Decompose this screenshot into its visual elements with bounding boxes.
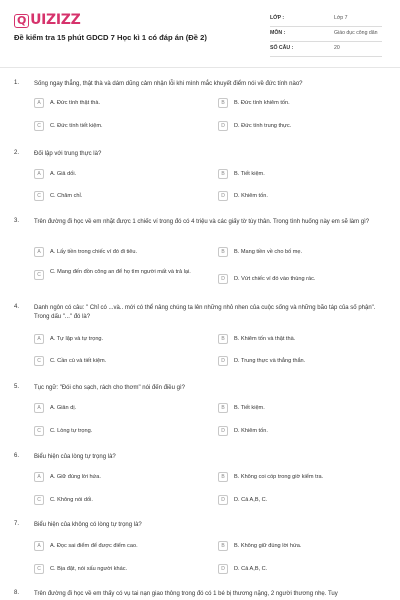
meta-key: SỐ CÂU : bbox=[270, 45, 294, 51]
option-letter-box: A bbox=[34, 472, 44, 482]
option-text: A. Giữ đúng lời hứa. bbox=[50, 474, 101, 480]
question-text: Tục ngữ: "Đói cho sạch, rách cho thơm" nói đến điều gì? bbox=[34, 385, 185, 391]
question-number: 4. bbox=[14, 304, 20, 310]
option-letter-box: C bbox=[34, 191, 44, 201]
question-number: 8. bbox=[14, 590, 20, 596]
option-text: D. Đức tính trung thực. bbox=[234, 123, 292, 129]
option-letter-box: A bbox=[34, 541, 44, 551]
question-text: Sống ngay thẳng, thật thà và dám dũng cảm nhận lỗi khi mình mắc khuyết điểm nói về đức tính nào? bbox=[34, 81, 303, 87]
question-number: 1. bbox=[14, 80, 20, 86]
option-text: D. Cả A,B, C. bbox=[234, 566, 268, 572]
option-letter-box: A bbox=[34, 334, 44, 344]
option-letter-box: C bbox=[34, 564, 44, 574]
meta-value: Giáo dục công dân bbox=[334, 30, 378, 36]
meta-row-grade bbox=[270, 12, 382, 27]
option-text: B. Không giữ đúng lời hứa. bbox=[234, 543, 302, 549]
option-text: C. Bịa đặt, nói xấu người khác. bbox=[50, 566, 128, 572]
logo-q-mark: Q bbox=[14, 14, 29, 28]
option-text: B. Đức tính khiêm tốn. bbox=[234, 100, 290, 106]
option-letter-box: A bbox=[34, 403, 44, 413]
option-letter-box: A bbox=[34, 169, 44, 179]
meta-table bbox=[270, 12, 382, 57]
option-letter-box: C bbox=[34, 495, 44, 505]
option-letter-box: D bbox=[218, 121, 228, 131]
question-text: Trên đường đi học về em nhặt được 1 chiếc ví trong đó có 4 triệu và các giấy tờ tùy thân. Trong tình huống này em sẽ làm gì? bbox=[34, 219, 370, 225]
option-letter-box: B bbox=[218, 98, 228, 108]
option-text: C. Lòng tự trọng. bbox=[50, 428, 93, 434]
question-text: Danh ngôn có câu: " Chỉ có ...và.. mới có thể nâng chúng ta lên những nhỏ nhen của cuộc sống và những bão táp của số phận". Trong dấu "..." đó là? bbox=[34, 305, 376, 320]
option-text: D. Cả A,B, C. bbox=[234, 497, 268, 503]
meta-row-count bbox=[270, 42, 382, 57]
option-letter-box: B bbox=[218, 403, 228, 413]
option-letter-box: C bbox=[34, 121, 44, 131]
question-text: Biểu hiện của không có lòng tự trọng là? bbox=[34, 522, 142, 528]
option-text: A. Giả dối. bbox=[50, 171, 77, 177]
option-letter-box: A bbox=[34, 98, 44, 108]
option-letter-box: B bbox=[218, 247, 228, 257]
document-title: Đề kiểm tra 15 phút GDCD 7 Học kì 1 có đáp án (Đề 2) bbox=[14, 33, 207, 42]
meta-value: Lớp 7 bbox=[334, 15, 348, 21]
option-letter-box: D bbox=[218, 564, 228, 574]
option-letter-box: C bbox=[34, 356, 44, 366]
option-text: B. Khiêm tốn và thật thà. bbox=[234, 336, 296, 342]
option-letter-box: B bbox=[218, 472, 228, 482]
option-text: A. Đọc sai điểm để được điểm cao. bbox=[50, 543, 138, 549]
question-text: Đối lập với trung thực là? bbox=[34, 151, 102, 157]
option-text: A. Tự lập và tự trọng. bbox=[50, 336, 104, 342]
question-number: 3. bbox=[14, 218, 20, 224]
option-text: B. Tiết kiệm. bbox=[234, 405, 265, 411]
option-letter-box: A bbox=[34, 247, 44, 257]
option-text: C. Không nói dối. bbox=[50, 497, 93, 503]
option-text: B. Tiết kiệm. bbox=[234, 171, 265, 177]
option-text: D. Khiêm tốn. bbox=[234, 428, 268, 434]
option-letter-box: D bbox=[218, 274, 228, 284]
option-letter-box: D bbox=[218, 356, 228, 366]
question-text: Biểu hiện của lòng tự trọng là? bbox=[34, 454, 116, 460]
header-divider bbox=[0, 67, 400, 68]
option-letter-box: B bbox=[218, 541, 228, 551]
question-number: 5. bbox=[14, 384, 20, 390]
option-text: C. Cần cù và tiết kiệm. bbox=[50, 358, 107, 364]
option-text: C. Chăm chỉ. bbox=[50, 193, 83, 199]
option-letter-box: C bbox=[34, 270, 44, 280]
option-letter-box: D bbox=[218, 426, 228, 436]
question-number: 6. bbox=[14, 453, 20, 459]
option-text: A. Đức tính thật thà. bbox=[50, 100, 101, 106]
option-letter-box: D bbox=[218, 191, 228, 201]
option-letter-box: C bbox=[34, 426, 44, 436]
option-text: D. Vứt chiếc ví đó vào thùng rác. bbox=[234, 276, 316, 282]
question-number: 7. bbox=[14, 521, 20, 527]
option-text: B. Mang tiền về cho bố mẹ. bbox=[234, 249, 303, 255]
option-text: C. Đức tính tiết kiệm. bbox=[50, 123, 103, 129]
option-text: B. Không coi cóp trong giờ kiểm tra. bbox=[234, 474, 324, 480]
option-text: A. Lấy tiền trong chiếc ví đó đi tiêu. bbox=[50, 249, 138, 255]
question-number: 2. bbox=[14, 150, 20, 156]
meta-row-subject bbox=[270, 27, 382, 42]
meta-key: LỚP : bbox=[270, 15, 285, 21]
question-text: Trên đường đi học về em thấy có vụ tai nạn giao thông trong đó có 1 bé bị thương nặng, 2 người thương nhẹ. Tuy bbox=[34, 591, 338, 597]
meta-value: 20 bbox=[334, 45, 340, 51]
option-letter-box: D bbox=[218, 495, 228, 505]
option-text: C. Mang đến đồn công an để họ tìm người mất và trả lại. bbox=[50, 269, 191, 275]
option-letter-box: B bbox=[218, 334, 228, 344]
option-letter-box: B bbox=[218, 169, 228, 179]
quizizz-logo: Q UIZIZZ bbox=[14, 12, 81, 28]
option-text: D. Trung thực và thẳng thắn. bbox=[234, 358, 306, 364]
option-text: D. Khiêm tốn. bbox=[234, 193, 268, 199]
meta-key: MÔN : bbox=[270, 30, 286, 36]
document-header bbox=[0, 0, 400, 64]
option-text: A. Giản dị. bbox=[50, 405, 77, 411]
